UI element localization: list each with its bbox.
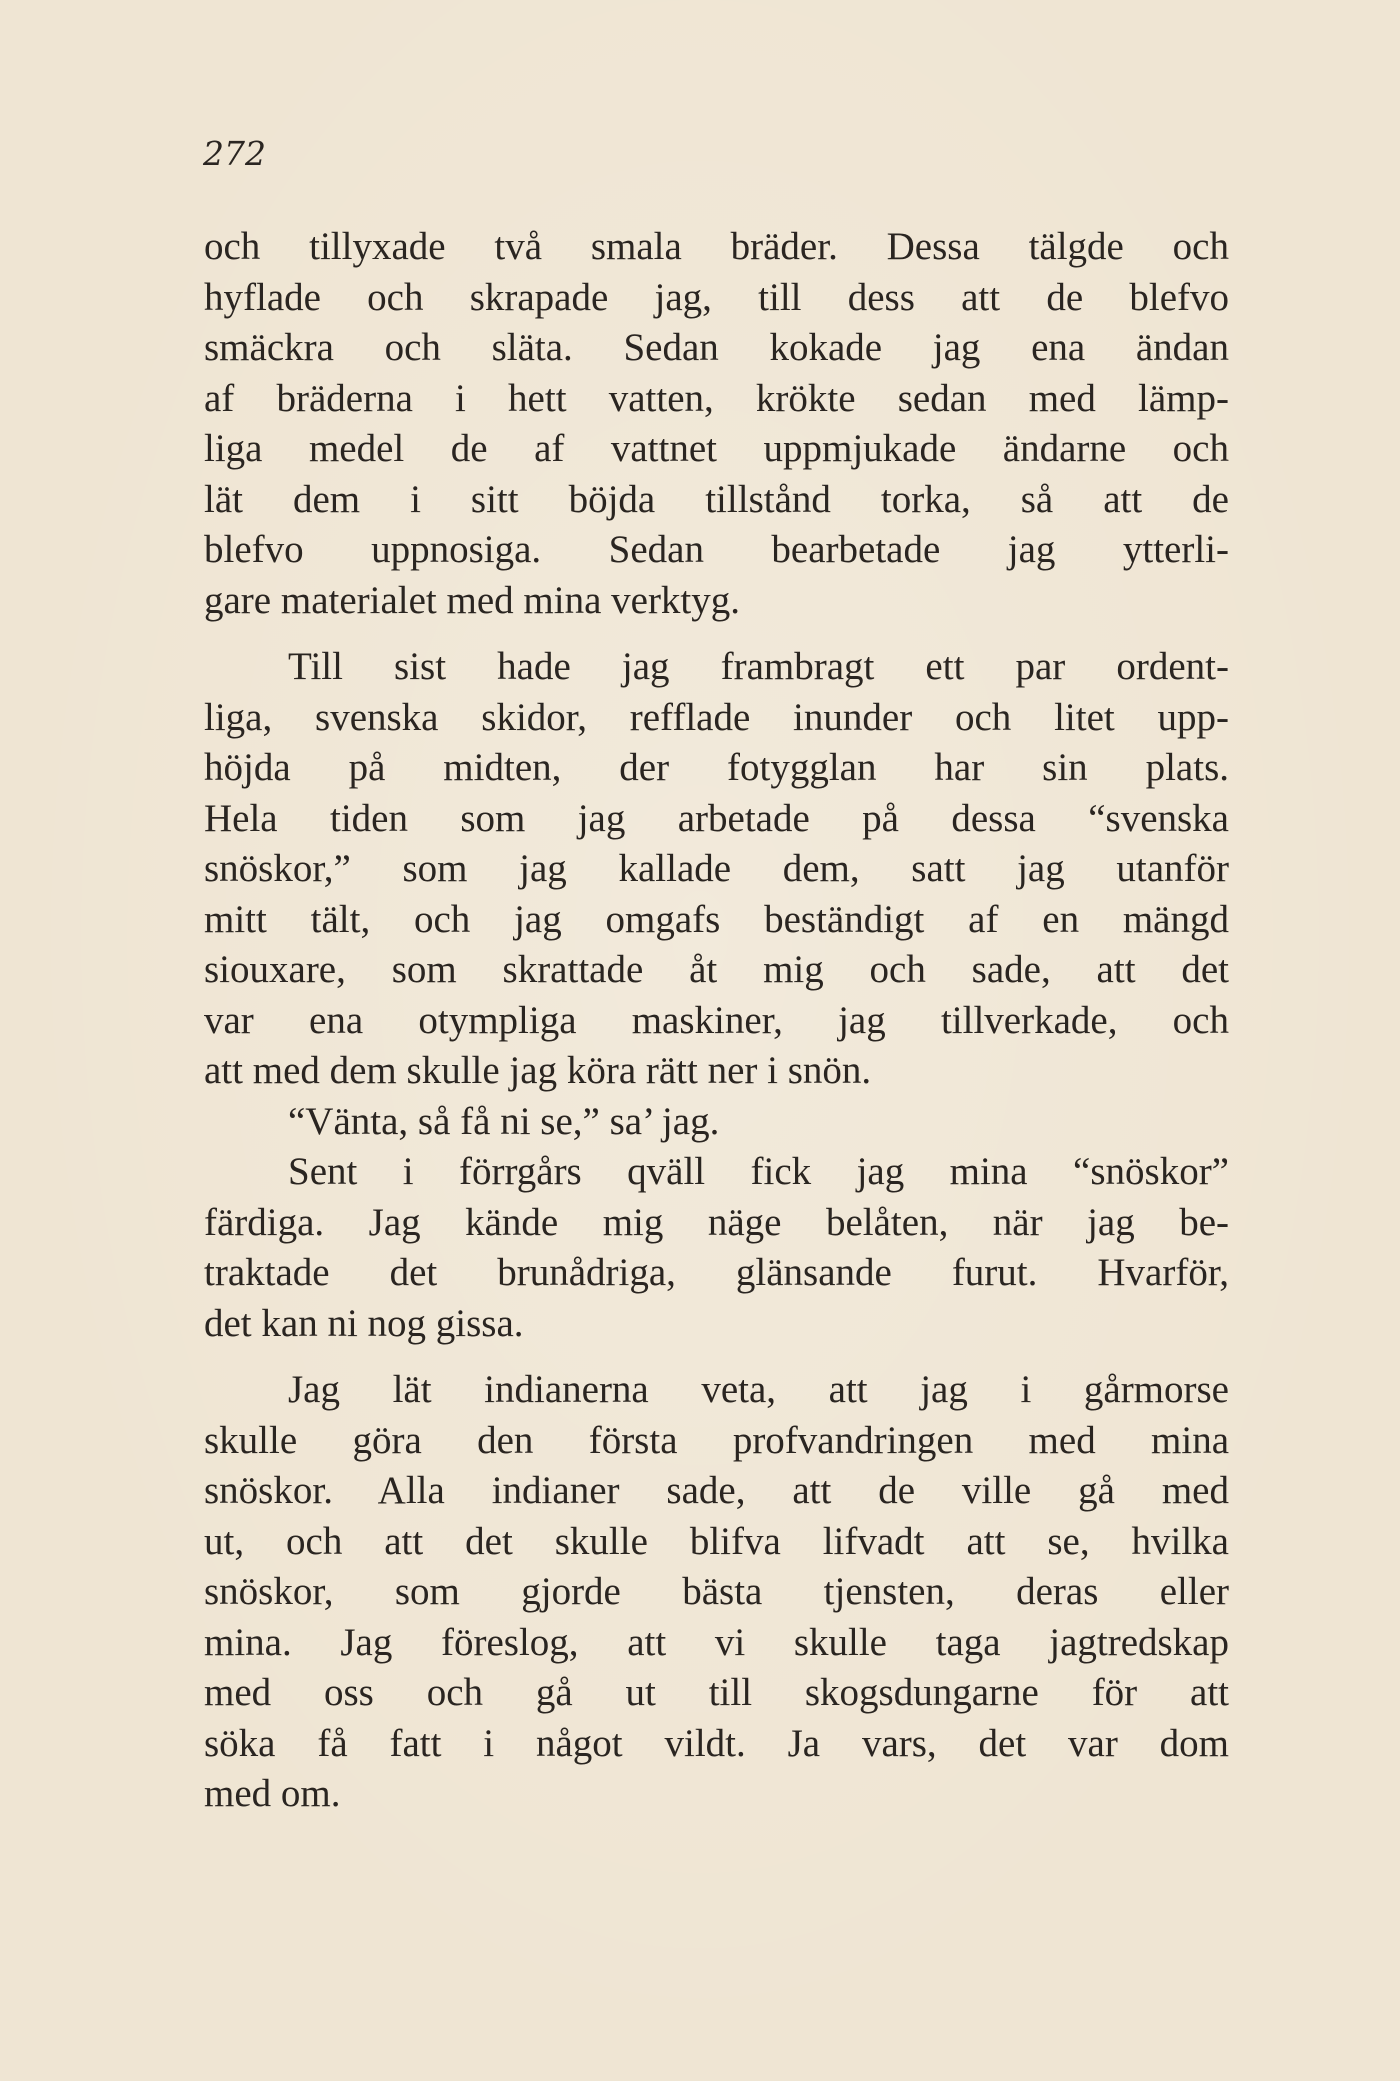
text-line: “Vänta, så få ni se,” sa’ jag. — [288, 1099, 720, 1143]
text-line: snöskor. Alla indianer sade, att de ville gå med — [204, 1469, 1229, 1512]
text-line: traktade det brunådriga, glänsande furut. Hvarför, — [204, 1251, 1229, 1294]
text-line: blefvo uppnosiga. Sedan bearbetade jag ytterli- — [204, 528, 1229, 571]
text-line: smäckra och släta. Sedan kokade jag ena ändan — [204, 326, 1229, 369]
text-line: höjda på midten, der fotygglan har sin plats. — [204, 746, 1229, 789]
text-line: mina. Jag föreslog, att vi skulle taga jagtredskap — [204, 1620, 1229, 1664]
text-line: Jag lät indianerna veta, att jag i gårmorse — [288, 1368, 1229, 1411]
text-line: lät dem i sitt böjda tillstånd torka, så att de — [204, 477, 1229, 521]
text-line: hyflade och skrapade jag, till dess att de blefvo — [204, 275, 1229, 319]
page-number: 272 — [203, 134, 266, 173]
text-line: gare materialet med mina verktyg. — [204, 578, 741, 622]
text-line: skulle göra den första profvandringen med mina — [204, 1418, 1229, 1462]
text-line: söka få fatt i något vildt. Ja vars, det var dom — [204, 1721, 1229, 1765]
body-text — [204, 222, 1229, 1820]
text-line: ut, och att det skulle blifva lifvadt att se, hvilka — [204, 1519, 1229, 1563]
text-line: med om. — [204, 1772, 341, 1815]
text-line: Hela tiden som jag arbetade på dessa “svenska — [204, 796, 1229, 840]
text-line: af bräderna i hett vatten, krökte sedan med lämp- — [204, 376, 1229, 420]
text-line: mitt tält, och jag omgafs beständigt af en mängd — [204, 897, 1229, 941]
text-line: och tillyxade två smala bräder. Dessa tälgde och — [204, 225, 1229, 268]
text-line: siouxare, som skrattade åt mig och sade, att det — [204, 948, 1229, 991]
text-line: färdiga. Jag kände mig näge belåten, när jag be- — [204, 1200, 1229, 1244]
text-line: Till sist hade jag frambragt ett par ordent- — [288, 645, 1229, 688]
paragraph-gap — [204, 626, 1229, 642]
text-line: liga medel de af vattnet uppmjukade ändarne och — [204, 427, 1229, 470]
text-line: det kan ni nog gissa. — [204, 1301, 524, 1345]
text-line: snöskor, som gjorde bästa tjensten, deras eller — [204, 1570, 1229, 1613]
text-line: liga, svenska skidor, refflade inunder och litet upp- — [204, 695, 1229, 739]
text-line: var ena otympliga maskiner, jag tillverkade, och — [204, 998, 1229, 1042]
text-line: Sent i förrgårs qväll fick jag mina “snöskor” — [288, 1150, 1229, 1193]
text-line: att med dem skulle jag köra rätt ner i snön. — [204, 1049, 872, 1092]
text-line: snöskor,” som jag kallade dem, satt jag utanför — [204, 847, 1229, 890]
paragraph-gap — [204, 1349, 1229, 1365]
text-line: med oss och gå ut till skogsdungarne för att — [204, 1671, 1229, 1714]
